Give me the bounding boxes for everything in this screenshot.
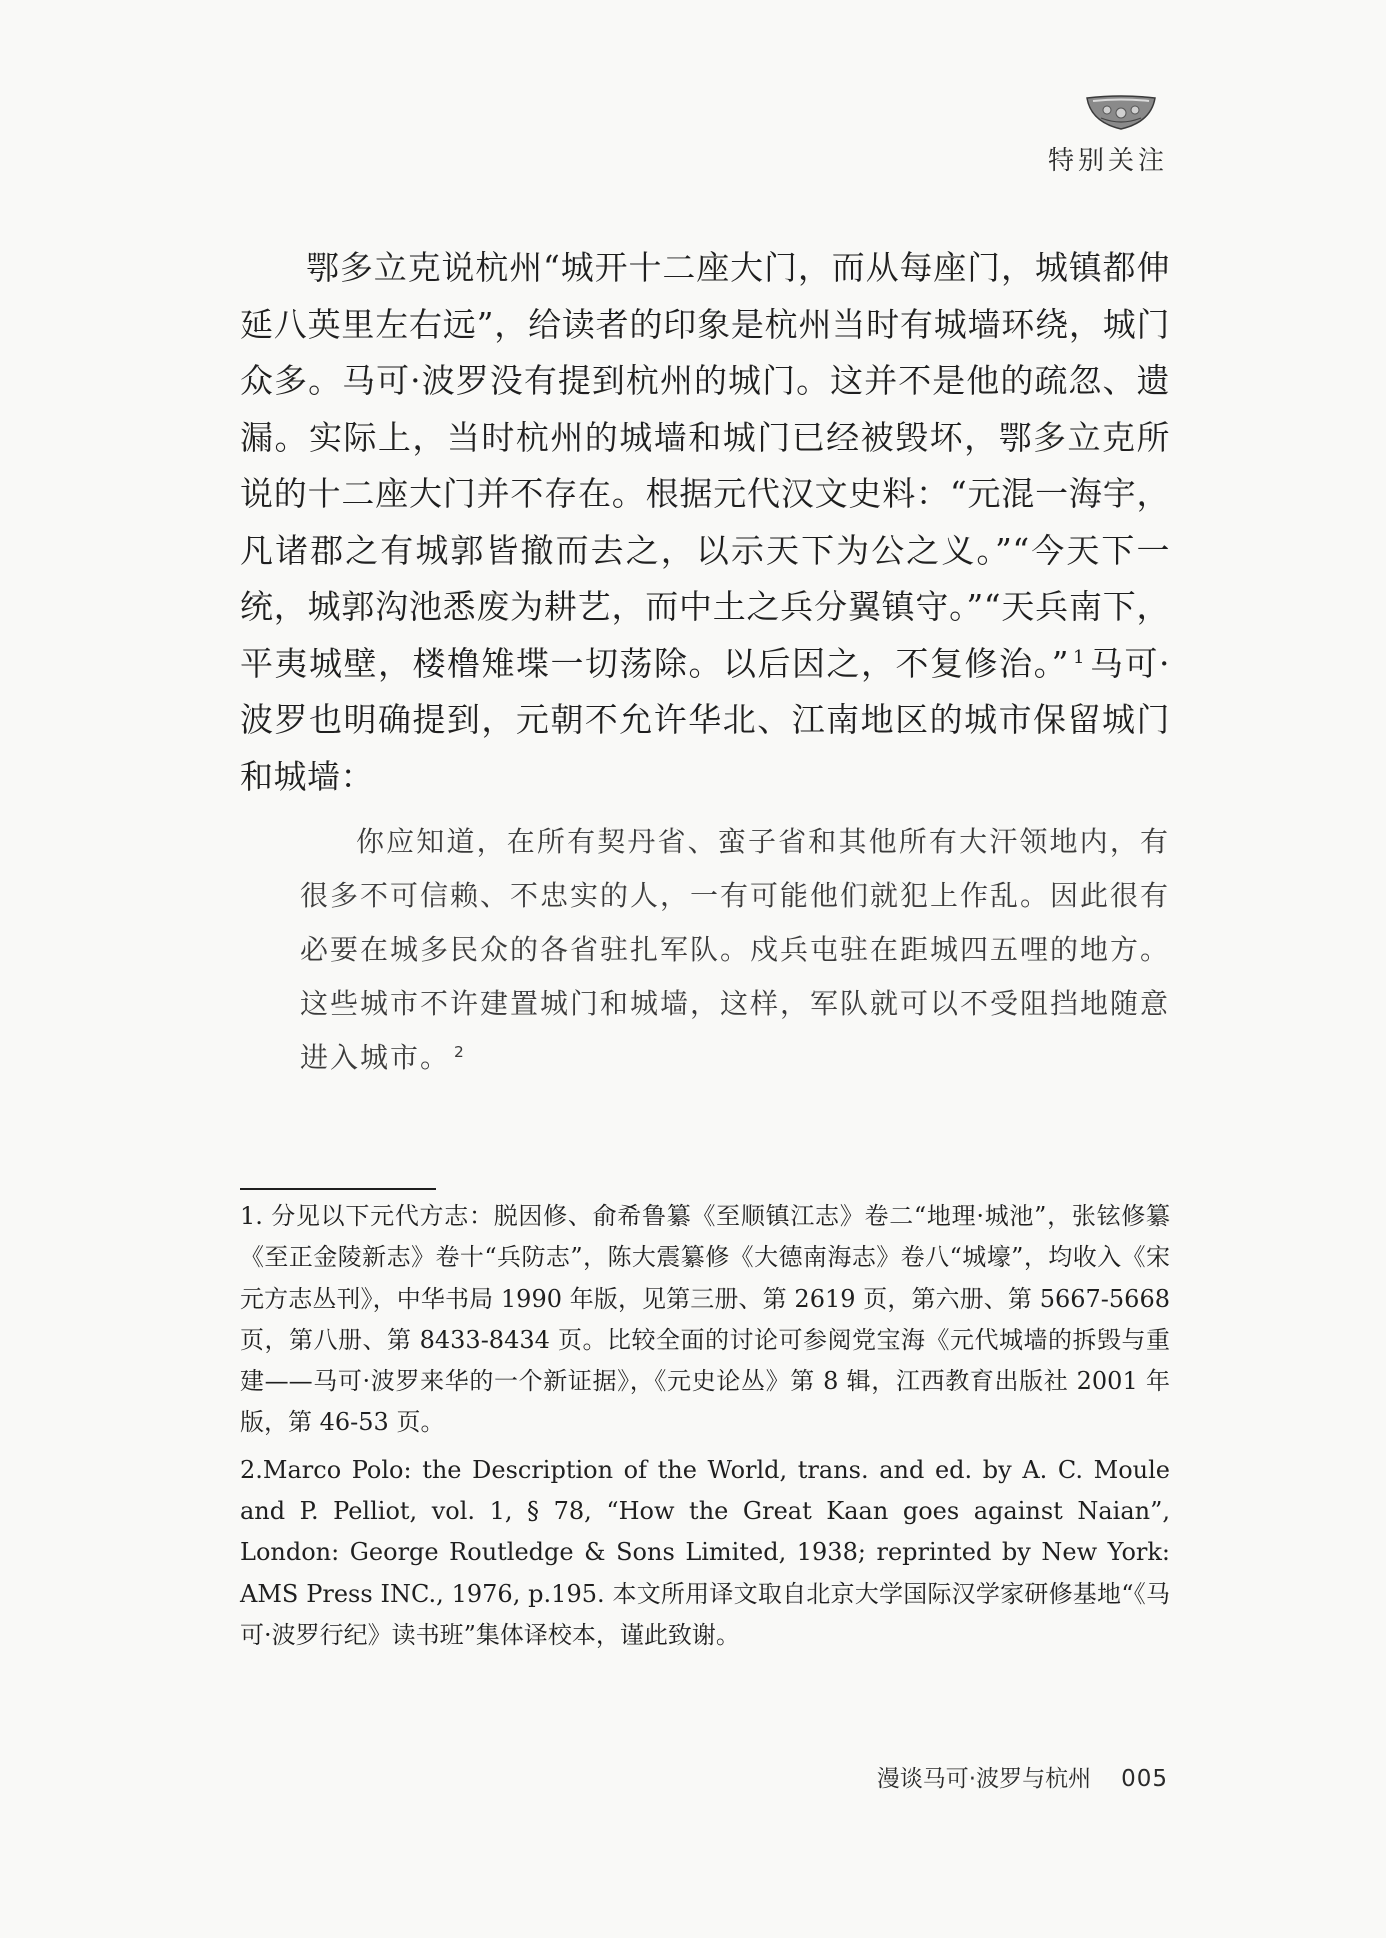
- page-number: 005: [1121, 1766, 1168, 1792]
- section-label: 特别关注: [1047, 146, 1168, 176]
- page-footer: [877, 1760, 1168, 1793]
- footnote-ref-1: 1: [1072, 646, 1085, 668]
- body-text-part-2: 马可·波罗也明确提到，元朝不允许华北、江南地区的城市保留城门和城墙：: [240, 643, 1170, 796]
- body-text-part-1: 鄂多立克说杭州“城开十二座大门，而从每座门，城镇都伸延八英里左右远”，给读者的印象是杭州当时有城墙环绕，城门众多。马可·波罗没有提到杭州的城门。这并不是他的疏忽、遗漏。实际上，当时杭州的城墙和城门已经被毁坏，鄂多立克所说的十二座大门并不存在。根据元代汉文史料：“元混一海宇，凡诸郡之有城郭皆撤而去之，以示天下为公之义。”“今天下一统，城郭沟池悉废为耕艺，而中土之兵分翼镇守。”“天兵南下，平夷城壁，楼橹雉堞一切荡除。以后因之，不复修治。”: [240, 248, 1170, 683]
- header-ornament-icon: [1085, 92, 1157, 132]
- footnotes: [240, 1196, 1170, 1662]
- footnote-divider: [240, 1188, 436, 1190]
- footnote-ref-2: 2: [454, 1042, 466, 1061]
- running-title: 漫谈马可·波罗与杭州: [876, 1766, 1092, 1792]
- block-quote-text: 你应知道，在所有契丹省、蛮子省和其他所有大汗领地内，有很多不可信赖、不忠实的人，一有可能他们就犯上作乱。因此很有必要在城多民众的各省驻扎军队。戍兵屯驻在距城四五哩的地方。这些城市不许建置城门和城墙，这样，军队就可以不受阻挡地随意进入城市。: [300, 825, 1171, 1074]
- footnote-1: 1. 分见以下元代方志：脱因修、俞希鲁纂《至顺镇江志》卷二“地理·城池”，张铉修纂《至正金陵新志》卷十“兵防志”，陈大震纂修《大德南海志》卷八“城壕”，均收入《宋元方志丛刊》，中华书局 1990 年版，见第三册、第 2619 页，第六册、第 5667-5668 页，第八册、第 8433-8434 页。比较全面的讨论可参阅党宝海《元代城墙的拆毁与重建——马可·波罗来华的一个新证据》，《元史论丛》第 8 辑，江西教育出版社 2001 年版，第 46-53 页。: [240, 1202, 1170, 1437]
- block-quote: [300, 815, 1170, 1085]
- footnote-2: 2.Marco Polo: the Description of the World, trans. and ed. by A. C. Moule and P. Pelliot, vol. 1, § 78, “How the Great Kaan goes against Naian”, London: George Routledge & Sons Limited, 1938; reprinted by New York: AMS Press INC., 1976, p.195. 本文所用译文取自北京大学国际汉学家研修基地“《马可·波罗行纪》读书班”集体译校本，谨此致谢。: [240, 1455, 1170, 1649]
- body-paragraph: [240, 240, 1170, 805]
